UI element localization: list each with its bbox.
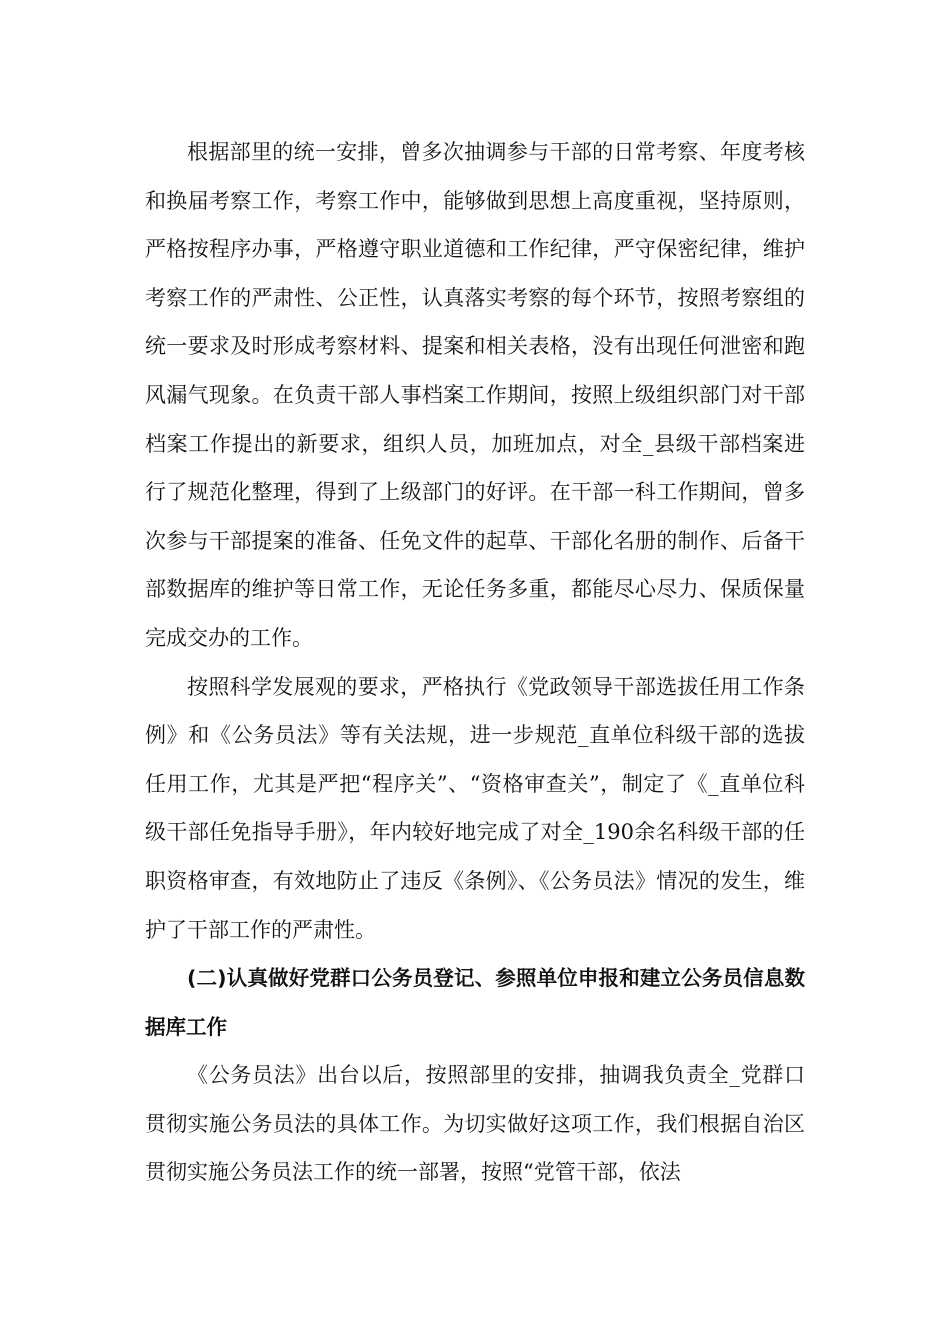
paragraph-civil-servant-law: 《公务员法》出台以后，按照部里的安排，抽调我负责全_党群口贯彻实施公务员法的具体工作。为切实做好这项工作，我们根据自治区贯彻实施公务员法工作的统一部署，按照“党管干部，依法 — [145, 1063, 805, 1185]
section-heading: (二)认真做好党群口公务员登记、参照单位申报和建立公务员信息数据库工作 — [145, 966, 805, 1039]
document-body — [145, 128, 805, 1197]
paragraph-inspection-work: 根据部里的统一安排，曾多次抽调参与干部的日常考察、年度考核和换届考察工作，考察工作中，能够做到思想上高度重视，坚持原则，严格按程序办事，严格遵守职业道德和工作纪律，严守保密纪律，维护考察工作的严肃性、公正性，认真落实考察的每个环节，按照考察组的统一要求及时形成考察材料、提案和相关表格，没有出现任何泄密和跑风漏气现象。在负责干部人事档案工作期间，按照上级组织部门对干部档案工作提出的新要求，组织人员，加班加点，对全_县级干部档案进行了规范化整理，得到了上级部门的好评。在干部一科工作期间，曾多次参与干部提案的准备、任免文件的起草、干部化名册的制作、后备干部数据库的维护等日常工作，无论任务多重，都能尽心尽力、保质保量完成交办的工作。 — [145, 140, 805, 650]
paragraph-selection-appointment: 按照科学发展观的要求，严格执行《党政领导干部选拔任用工作条例》和《公务员法》等有关法规，进一步规范_直单位科级干部的选拔任用工作，尤其是严把“程序关”、“资格审查关”，制定了《_直单位科级干部任免指导手册》，年内较好地完成了对全_190余名科级干部的任职资格审查，有效地防止了违反《条例》、《公务员法》情况的发生，维护了干部工作的严肃性。 — [145, 674, 805, 942]
